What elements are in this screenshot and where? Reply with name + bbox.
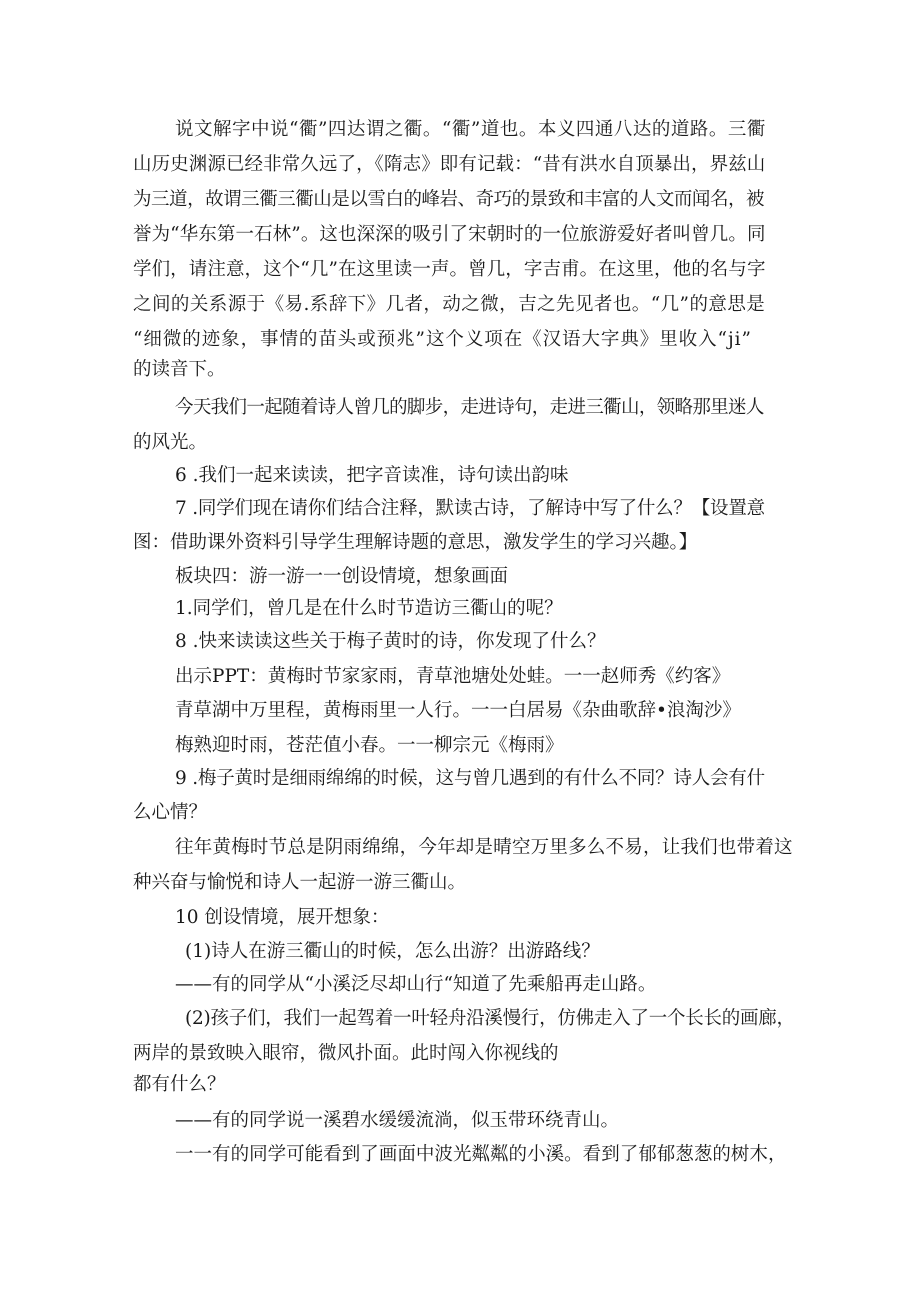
poem-line: 青草湖中万里程，黄梅雨里一人行。一一白居易《杂曲歌辞•浪淘沙》: [175, 700, 741, 721]
text-line: 为三道，故谓三衢三衢山是以雪白的峰岩、奇巧的景致和丰富的人文而闻名，被: [133, 189, 765, 210]
text-line: 山历史渊源已经非常久远了，《隋志》即有记载：“昔有洪水自顶暴出，界兹山: [133, 154, 766, 175]
text-line: 往年黄梅时节总是阴雨绵绵，今年却是晴空万里多么不易，让我们也带着这: [175, 837, 793, 858]
text-line: 誉为“华东第一石林”。这也深深的吸引了宋朝时的一位旅游爱好者叫曾几。同: [133, 224, 766, 245]
list-item: 1.同学们，曾几是在什么时节造访三衢山的呢？: [175, 598, 563, 619]
list-item: 8 .快来读读这些关于梅子黄时的诗，你发现了什么？: [175, 631, 606, 652]
list-item: 6 .我们一起来读读，把字音读准，诗句读出韵味: [175, 465, 569, 486]
text-line: “细微的迹象，事情的苗头或预兆”这个义项在《汉语大字典》里收入“ji”: [133, 329, 752, 350]
poem-line: 出示PPT：黄梅时节家家雨，青草池塘处处蛙。一一赵师秀《约客》: [175, 666, 731, 687]
text-line: 今天我们一起随着诗人曾几的脚步，走进诗句，走进三衢山，领略那里迷人: [175, 397, 764, 418]
list-item: 10 创设情境，展开想象：: [175, 907, 390, 928]
text-line: 一一有的同学可能看到了画面中波光粼粼的小溪。看到了郁郁葱葱的树木，: [175, 1144, 787, 1165]
text-line: 两岸的景致映入眼帘，微风扑面。此时闯入你视线的: [133, 1043, 559, 1064]
text-line: 图：借助课外资料引导学生理解诗题的意思，激发学生的学习兴趣。】: [133, 532, 698, 553]
text-line: 学们，请注意，这个“几”在这里读一声。曾几，字吉甫。在这里，他的名与字: [133, 259, 766, 280]
list-item: 9 .梅子黄时是细雨绵绵的时候，这与曾几遇到的有什么不同？诗人会有什: [175, 768, 765, 789]
text-line: 说文解字中说“衢”四达谓之衢。“衢”道也。本义四通八达的道路。三衢: [175, 119, 766, 140]
poem-line: 梅熟迎时雨，苍茫值小春。一一柳宗元《梅雨》: [175, 735, 564, 756]
text-line: 之间的关系源于《易.系辞下》几者，动之微，吉之先见者也。“几”的意思是: [133, 294, 766, 315]
text-line: 的读音下。: [133, 359, 226, 380]
text-line: 种兴奋与愉悦和诗人一起游一游三衢山。: [133, 872, 467, 893]
list-item: 7 .同学们现在请你们结合注释，默读古诗，了解诗中写了什么？【设置意: [175, 498, 765, 519]
section-heading: 板块四：游一游一一创设情境，想象画面: [175, 566, 509, 587]
text-line: 么心情？: [133, 802, 208, 823]
list-item: (1)诗人在游三衢山的时候，怎么出游？出游路线？: [185, 941, 600, 962]
text-line: 都有什么？: [133, 1074, 226, 1095]
text-line: 的风光。: [133, 432, 208, 453]
list-item: (2)孩子们，我们一起驾着一叶轻舟沿溪慢行，仿佛走入了一个长长的画廊，: [185, 1008, 795, 1029]
text-line: ——有的同学说一溪碧水缓缓流淌，似玉带环绕青山。: [175, 1110, 620, 1131]
text-line: ——有的同学从“小溪泛尽却山行“知道了先乘船再走山路。: [175, 974, 657, 995]
